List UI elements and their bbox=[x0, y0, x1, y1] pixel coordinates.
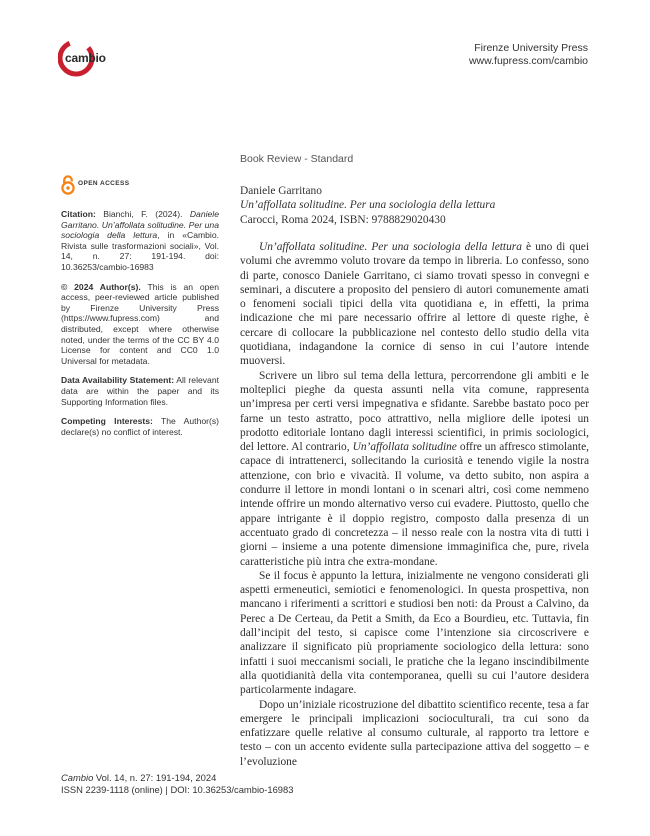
p1-text: è uno di quei volumi che avremmo voluto trovare da tempo in libreria. Lo confesso, sono di parte, conosco Daniele Garritano, ci siamo trovati spesso in convegni e seminari, a discutere a proposito del pensiero di autori comunemente amati o fenomeni sociali tipici della vita quotidiana e, in effetti, la prima indicazione che mi pare necessario offrire al lettore di queste righe, è cercare di collocare la pubblicazione nel contesto dello studio della vita quotidiana, indagandone la cornice di senso in cui l’autore intende muoversi. bbox=[240, 241, 589, 368]
footer-issn-doi: ISSN 2239-1118 (online) | DOI: 10.36253/cambio-16983 bbox=[61, 784, 294, 795]
paragraph-2 bbox=[240, 369, 589, 569]
sidebar bbox=[61, 209, 219, 446]
data-availability-text: All relevant data are within the paper and its Supporting Information files. bbox=[61, 375, 219, 407]
citation-label: Citation: bbox=[61, 209, 96, 219]
citation-block bbox=[61, 209, 219, 273]
book-publication: Carocci, Roma 2024, ISBN: 9788829020430 bbox=[240, 213, 446, 226]
open-access-label: OPEN ACCESS bbox=[78, 180, 130, 187]
footer bbox=[61, 772, 293, 796]
footer-issue: Vol. 14, n. 27: 191-194, 2024 bbox=[93, 772, 217, 783]
data-availability-block bbox=[61, 375, 219, 407]
citation-title: Daniele Garritano. Un’affollata solitudine. Per una sociologia della lettura bbox=[61, 209, 219, 241]
section-label: Book Review - Standard bbox=[240, 153, 354, 165]
logo-text: cambio bbox=[65, 51, 106, 65]
publisher-name: Firenze University Press bbox=[474, 42, 588, 54]
article-body bbox=[240, 240, 589, 769]
paragraph-4: Dopo un’iniziale ricostruzione del dibattito scientifico recente, tesa a far emergere le principali implicazioni socioculturali, tra cui sono da enfatizzare quelle relative al consumo culturale, al rapporto tra lettore e testo – con un accento evidente sulla partecipazione attiva del soggetto – e l’evoluzione bbox=[240, 698, 589, 768]
journal-logo bbox=[58, 40, 118, 80]
copyright-block bbox=[61, 282, 219, 367]
citation-authors: Bianchi, F. (2024). bbox=[103, 209, 183, 219]
competing-interests-text: The Author(s) declare(s) no conflict of interest. bbox=[61, 416, 220, 437]
open-lock-icon bbox=[61, 175, 75, 195]
p2-book-title: Un’affollata solitudine bbox=[352, 441, 457, 454]
data-availability-label: Data Availability Statement: bbox=[61, 375, 175, 386]
p2-text-b: offre un affresco stimolante, capace di intrattenerci, sollecitando la curiosità e tenendo vigile la nostra attenzione, con brio e vivacità. Il volume, va detto subito, non aspira a condurre il lettore in mondi lontani o in scenari altri, così come nemmeno intende offrire un mondo alternativo verso cui evadere. Piuttosto, quello che appare intrigante è il doppio registro, composto dalla presenza di un accentuato grado di concretezza – il nesso reale con la nostra vita di tutti i giorni – insieme a una potente dimensione immaginifica che, pure, rivela caratteristiche più intra che extra-mondane. bbox=[240, 441, 589, 568]
book-info bbox=[240, 184, 600, 227]
publisher-url[interactable]: www.fupress.com/cambio bbox=[468, 55, 588, 67]
p1-book-title: Un’affollata solitudine. Per una sociologia della lettura bbox=[259, 241, 522, 253]
copyright-label: © 2024 Author(s). bbox=[61, 281, 141, 292]
copyright-text: This is an open access, peer-reviewed article published by Firenze University Press (https://www.fupress.com) and distributed, except where otherwise noted, under the terms of the CC BY 4.0 License for content and CC0 1.0 Universal for metadata. bbox=[61, 281, 219, 366]
paragraph-3: Se il focus è appunto la lettura, inizialmente ne vengono considerati gli aspetti ermeneutici, semiotici e fenomenologici. In questa prospettiva, non mancano i riferimenti a scrittori e studiosi ben noti: da Proust a Calvino, da Perec a De Certeau, da Petit a Smith, da Eco a Bourdieu, etc. Tuttavia, fin dall’incipit del testo, si capisce come l’intenzione sia circoscrivere e analizzare il significato più propriamente sociologico della lettura: sono infatti i suoi meccanismi sociali, le pratiche che la legano inscindibilmente alla quotidianità della vita contemporanea, quelli su cui l’autore desidera particolarmente indagare. bbox=[240, 569, 589, 697]
citation-source: , in «Cambio. Rivista sulle trasformazioni sociali», Vol. 14, n. 27: 191-194. doi: 10.36253/cambio-16983 bbox=[61, 230, 219, 272]
book-title: Un’affollata solitudine. Per una sociologia della lettura bbox=[240, 199, 496, 212]
competing-interests-label: Competing Interests: bbox=[61, 416, 153, 427]
paragraph-1 bbox=[240, 240, 589, 369]
book-author: Daniele Garritano bbox=[240, 185, 322, 197]
competing-interests-block bbox=[61, 416, 219, 437]
footer-journal: Cambio bbox=[61, 772, 94, 783]
publisher-info bbox=[469, 42, 588, 68]
footer-issue-line bbox=[61, 772, 293, 784]
p2-text-a: Scrivere un libro sul tema della lettura, percorrendone gli ambiti e le molteplici pieghe da questa assunti nella vita comune, rappresenta un’impresa per certi versi impegnativa e sfidante. Sarebbe bastato poco per farne un testo astratto, poco attrattivo, nella migliore delle ipotesi un prodotto editoriale lontano dagli interessi scientifici, in primis sociologici, del lettore. Al contrario, bbox=[240, 369, 589, 454]
